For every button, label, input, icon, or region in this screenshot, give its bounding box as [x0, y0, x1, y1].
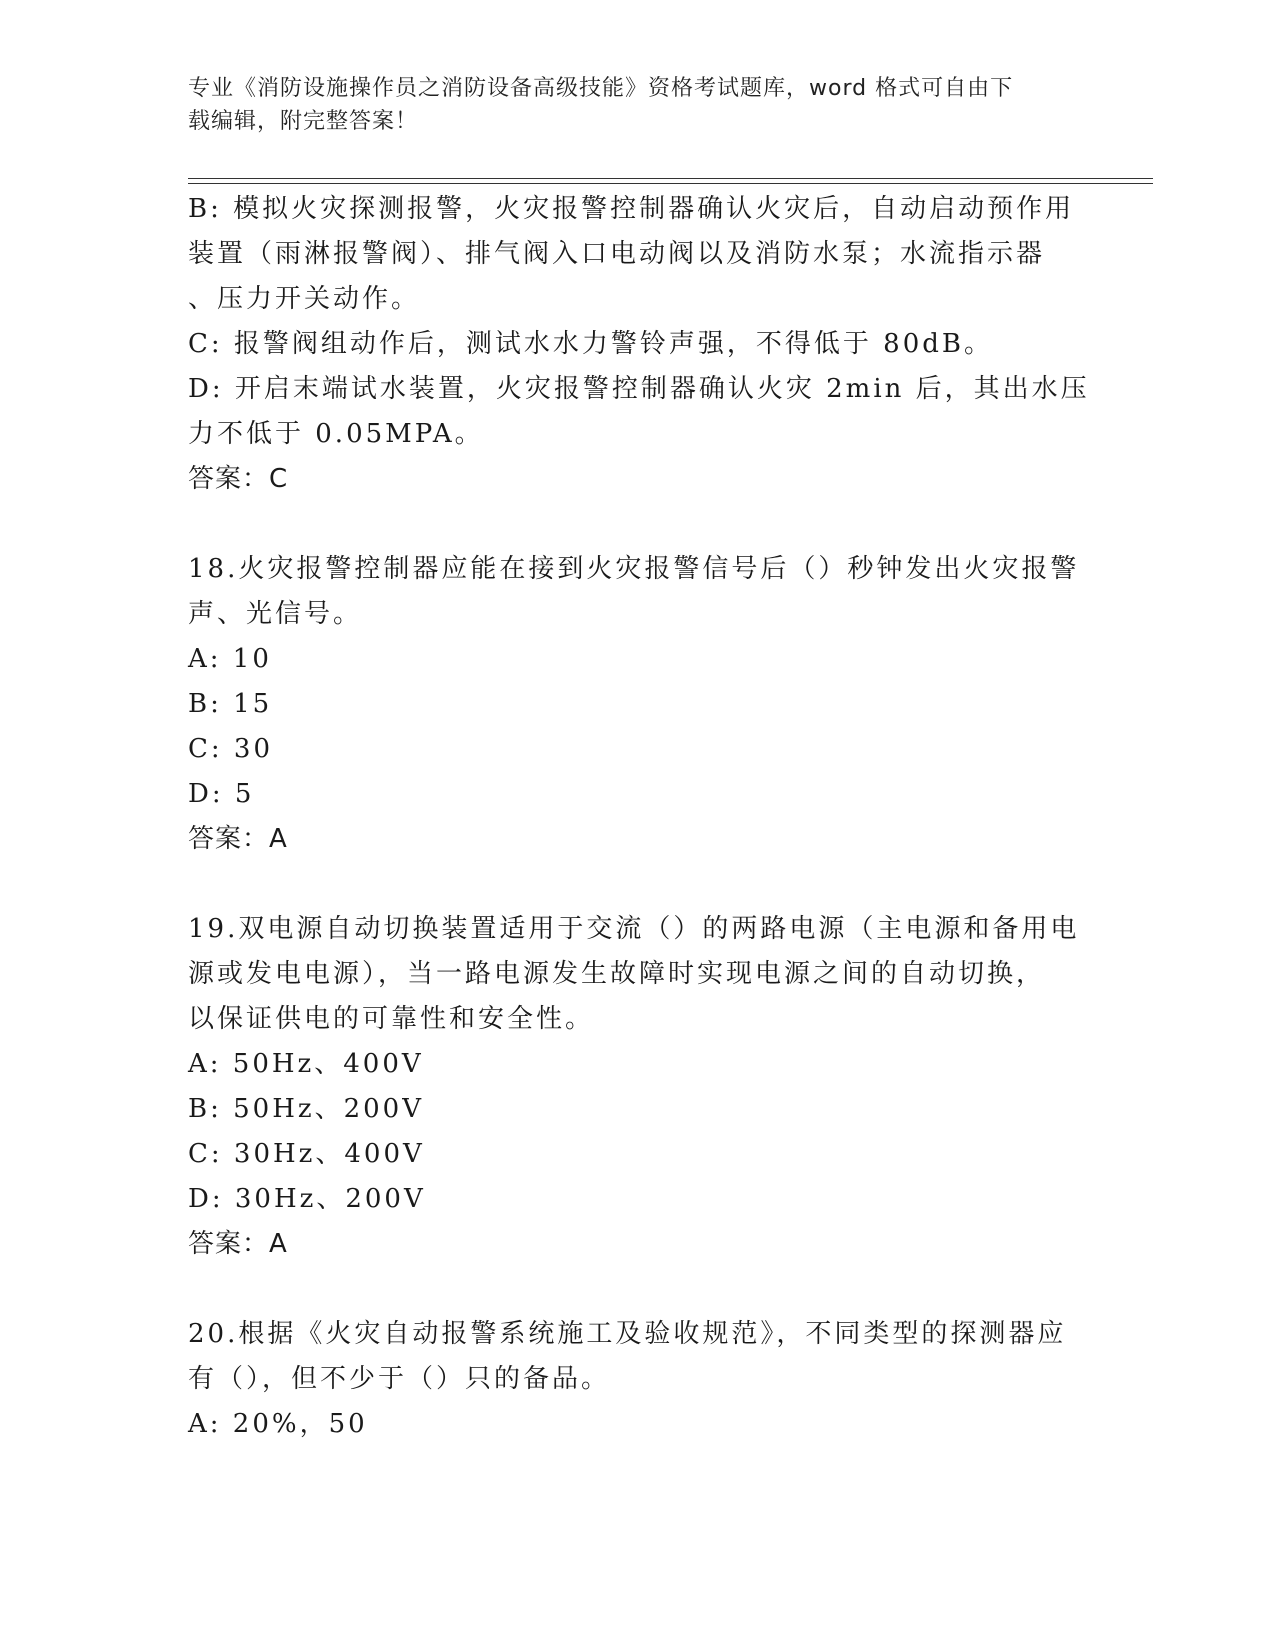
question-19-stem-line-2: 源或发电电源），当一路电源发生故障时实现电源之间的自动切换，: [188, 959, 1046, 989]
page-header: [188, 72, 1068, 138]
answer-19: 答案：A: [188, 1229, 288, 1259]
question-content: [188, 187, 1090, 1447]
header-line-2: 载编辑，附完整答案！: [188, 109, 419, 134]
question-18: [188, 547, 1080, 862]
question-17-tail: [188, 187, 1090, 502]
question-19: [188, 907, 1080, 1267]
header-rule-top: [188, 178, 1153, 179]
option-b-line-3: 、压力开关动作。: [188, 284, 421, 314]
question-19-option-b: B: 50Hz、200V: [188, 1094, 424, 1124]
spacer: [188, 1267, 1068, 1312]
answer-17: 答案：C: [188, 464, 289, 494]
option-b-line-1: B: 模拟火灾探测报警，火灾报警控制器确认火灾后，自动启动预作用: [188, 194, 1075, 224]
spacer: [188, 502, 1068, 547]
question-20: [188, 1312, 1068, 1447]
question-18-option-c: C: 30: [188, 734, 274, 764]
question-19-stem-line-1: 19.双电源自动切换装置适用于交流（）的两路电源（主电源和备用电: [188, 914, 1080, 944]
question-19-option-a: A: 50Hz、400V: [188, 1049, 424, 1079]
header-line-1: 专业《消防设施操作员之消防设备高级技能》资格考试题库，word 格式可自由下: [188, 76, 1014, 101]
question-18-option-a: A: 10: [188, 644, 272, 674]
question-18-option-d: D: 5: [188, 779, 255, 809]
option-d-line-2: 力不低于 0.05MPA。: [188, 419, 484, 449]
spacer: [188, 862, 1068, 907]
option-b-line-2: 装置（雨淋报警阀）、排气阀入口电动阀以及消防水泵；水流指示器: [188, 239, 1046, 269]
question-20-option-a: A: 20%，50: [188, 1409, 368, 1439]
question-20-stem-line-2: 有（），但不少于（）只的备品。: [188, 1364, 611, 1394]
answer-18: 答案：A: [188, 824, 288, 854]
option-d-line-1: D: 开启末端试水装置，火灾报警控制器确认火灾 2min 后，其出水压: [188, 374, 1090, 404]
question-18-stem-line-1: 18.火灾报警控制器应能在接到火灾报警信号后（）秒钟发出火灾报警: [188, 554, 1080, 584]
question-18-stem-line-2: 声、光信号。: [188, 599, 363, 629]
header-rule-bottom: [188, 183, 1153, 184]
question-18-option-b: B: 15: [188, 689, 273, 719]
question-20-stem-line-1: 20.根据《火灾自动报警系统施工及验收规范》，不同类型的探测器应: [188, 1319, 1067, 1349]
question-19-stem-line-3: 以保证供电的可靠性和安全性。: [188, 1004, 595, 1034]
option-c: C: 报警阀组动作后，测试水水力警铃声强，不得低于 80dB。: [188, 329, 994, 359]
question-19-option-c: C: 30Hz、400V: [188, 1139, 425, 1169]
question-19-option-d: D: 30Hz、200V: [188, 1184, 426, 1214]
